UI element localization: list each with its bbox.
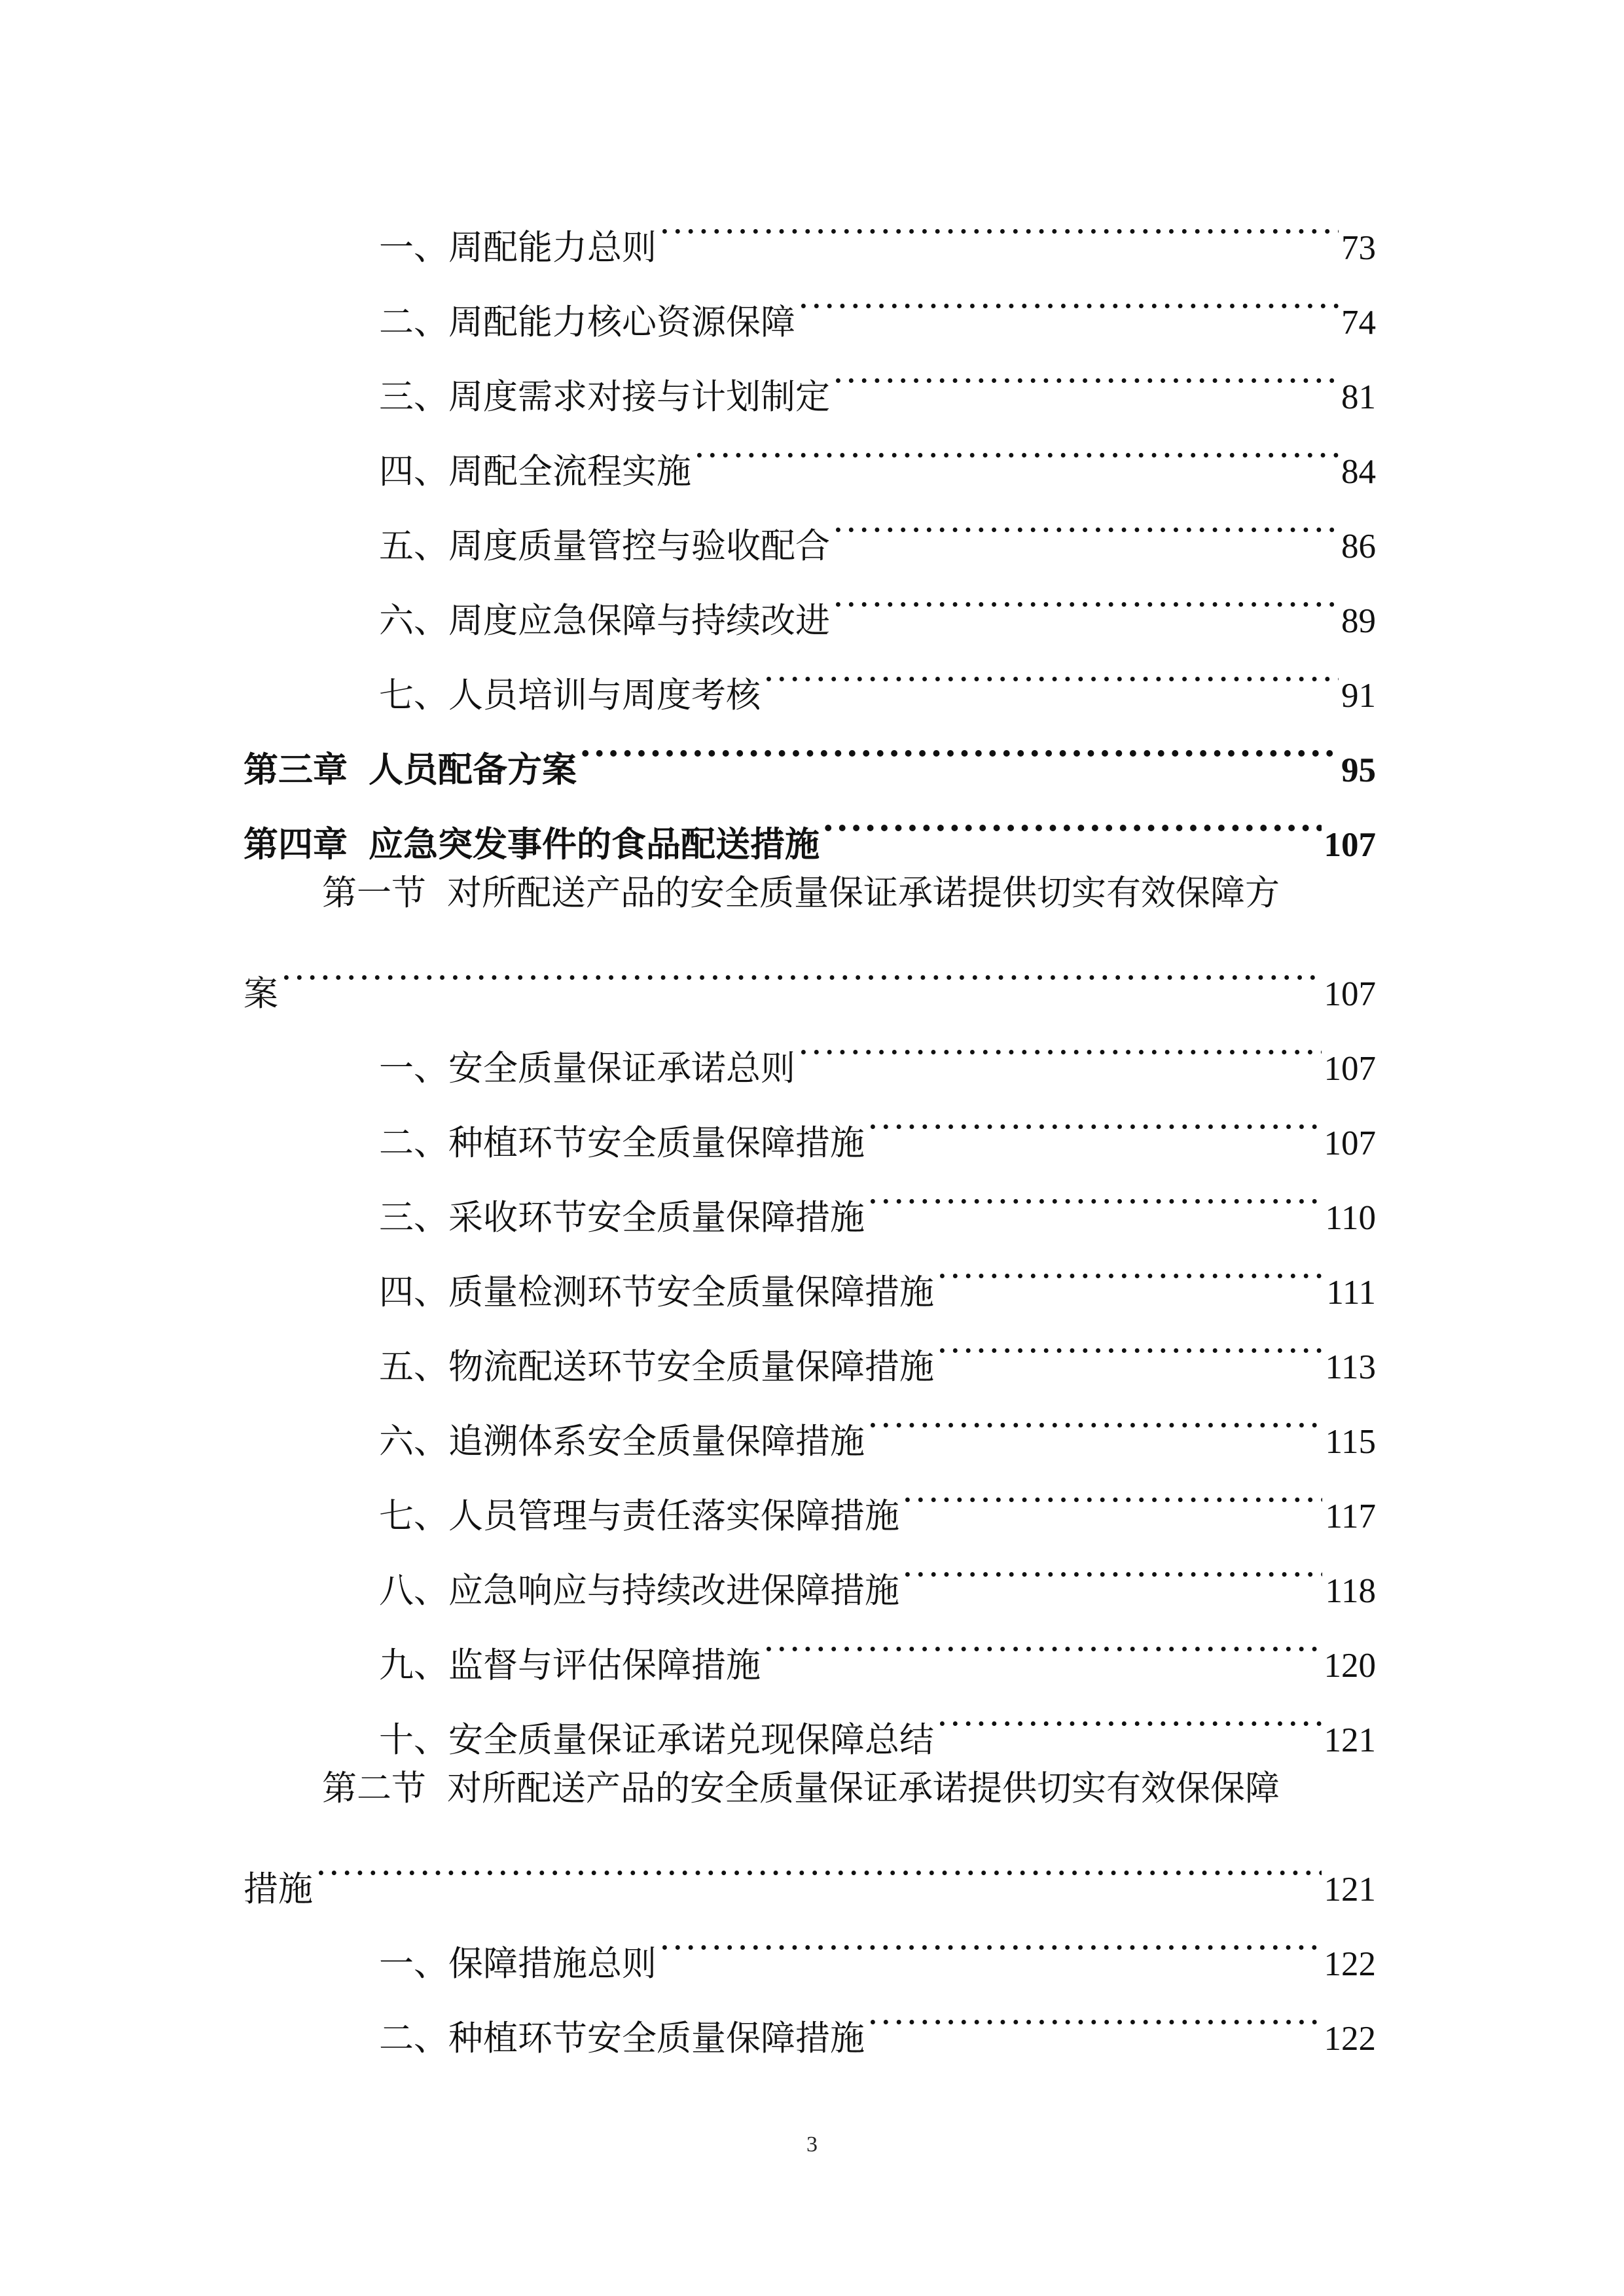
toc-entry-page: 113 [1325, 1348, 1376, 1386]
page-number: 3 [806, 2132, 818, 2157]
toc-leader-dots [867, 1975, 1322, 2050]
toc-entry-page: 122 [1324, 2020, 1376, 2058]
table-of-contents [244, 185, 1376, 2058]
toc-leader-dots [694, 408, 1339, 483]
toc-leader-dots [937, 1304, 1322, 1378]
toc-leader-dots [902, 1528, 1322, 1602]
toc-section-2[interactable] [244, 1751, 1376, 1909]
toc-entry-page: 107 [1324, 1050, 1376, 1088]
toc-leader-dots [281, 931, 1322, 1005]
toc-entry[interactable] [244, 185, 1376, 268]
toc-entry-page: 117 [1325, 1498, 1376, 1535]
toc-leader-dots [579, 707, 1339, 781]
toc-entry-page: 84 [1341, 453, 1376, 491]
toc-entry-page: 118 [1325, 1572, 1376, 1610]
toc-entry-title: 一、周配能力总则 [379, 228, 657, 268]
chapter-number: 第四章 [244, 824, 348, 865]
toc-entry-page: 95 [1341, 751, 1376, 789]
toc-entry-title: 一、保障措施总则 [379, 1944, 657, 1984]
toc-leader-dots [867, 1155, 1322, 1229]
toc-entry-page: 107 [1324, 975, 1376, 1013]
toc-entry-page: 111 [1326, 1274, 1376, 1312]
toc-leader-dots [867, 1378, 1322, 1453]
toc-entry-page: 89 [1341, 602, 1376, 640]
chapter-title: 人员配备方案 [369, 749, 577, 790]
toc-entry-title: 七、人员管理与责任落实保障措施 [379, 1496, 899, 1536]
section-title-line2: 案 [244, 974, 278, 1014]
chapter-number: 第三章 [244, 749, 348, 790]
section-number: 第二节 [322, 1768, 426, 1808]
section-title-line2: 措施 [244, 1869, 313, 1909]
toc-entry-page: 115 [1325, 1423, 1376, 1461]
toc-leader-dots [316, 1826, 1322, 1901]
toc-entry-title: 六、追溯体系安全质量保障措施 [379, 1422, 865, 1462]
toc-entry-title: 一、安全质量保证承诺总则 [379, 1049, 795, 1088]
section-title-line1: 对所配送产品的安全质量保证承诺提供切实有效保保障 [447, 1768, 1280, 1808]
toc-entry-page: 74 [1341, 304, 1376, 342]
toc-entry-title: 四、质量检测环节安全质量保障措施 [379, 1272, 934, 1312]
toc-entry-title: 五、物流配送环节安全质量保障措施 [379, 1347, 934, 1387]
toc-entry-title: 二、周配能力核心资源保障 [379, 302, 795, 342]
toc-leader-dots [659, 1901, 1322, 1975]
toc-entry-page: 110 [1325, 1199, 1376, 1237]
toc-leader-dots [833, 334, 1339, 408]
toc-entry-title: 五、周度质量管控与验收配合 [379, 526, 830, 566]
toc-entry-title: 六、周度应急保障与持续改进 [379, 601, 830, 641]
toc-entry-title: 三、采收环节安全质量保障措施 [379, 1198, 865, 1238]
toc-leader-dots [822, 781, 1322, 856]
toc-entry-page: 121 [1324, 1721, 1376, 1759]
toc-leader-dots [937, 1677, 1322, 1751]
toc-leader-dots [798, 259, 1339, 334]
toc-entry-title: 七、人员培训与周度考核 [379, 675, 761, 715]
toc-entry-title: 九、监督与评估保障措施 [379, 1645, 761, 1685]
toc-entry-title: 八、应急响应与持续改进保障措施 [379, 1571, 899, 1611]
toc-section-1[interactable] [244, 856, 1376, 1014]
toc-entry-page: 121 [1324, 1871, 1376, 1909]
toc-leader-dots [937, 1229, 1324, 1304]
toc-entry-title: 十、安全质量保证承诺兑现保障总结 [379, 1720, 934, 1760]
toc-entry-page: 73 [1341, 229, 1376, 267]
chapter-title: 应急突发事件的食品配送措施 [369, 824, 820, 865]
toc-leader-dots [902, 1453, 1322, 1528]
toc-entry[interactable] [244, 1005, 1376, 1088]
toc-entry-page: 122 [1324, 1945, 1376, 1983]
toc-entry-page: 81 [1341, 378, 1376, 416]
toc-entry-title: 二、种植环节安全质量保障措施 [379, 2018, 865, 2058]
toc-entry-page: 86 [1341, 528, 1376, 565]
toc-leader-dots [798, 1005, 1322, 1080]
toc-entry-title: 三、周度需求对接与计划制定 [379, 377, 830, 417]
toc-leader-dots [763, 1602, 1322, 1677]
toc-entry-title: 二、种植环节安全质量保障措施 [379, 1123, 865, 1163]
toc-entry-page: 107 [1324, 826, 1376, 864]
toc-entry-page: 91 [1341, 677, 1376, 715]
toc-leader-dots [659, 185, 1339, 259]
section-number: 第一节 [322, 873, 426, 913]
section-title-line1: 对所配送产品的安全质量保证承诺提供切实有效保障方 [447, 873, 1280, 913]
toc-leader-dots [763, 632, 1339, 707]
toc-leader-dots [867, 1080, 1322, 1155]
toc-leader-dots [833, 558, 1339, 632]
toc-entry[interactable] [244, 1901, 1376, 1984]
toc-entry-title: 四、周配全流程实施 [379, 452, 691, 492]
toc-entry-page: 120 [1324, 1647, 1376, 1685]
toc-leader-dots [833, 483, 1339, 558]
toc-entry-page: 107 [1324, 1124, 1376, 1162]
